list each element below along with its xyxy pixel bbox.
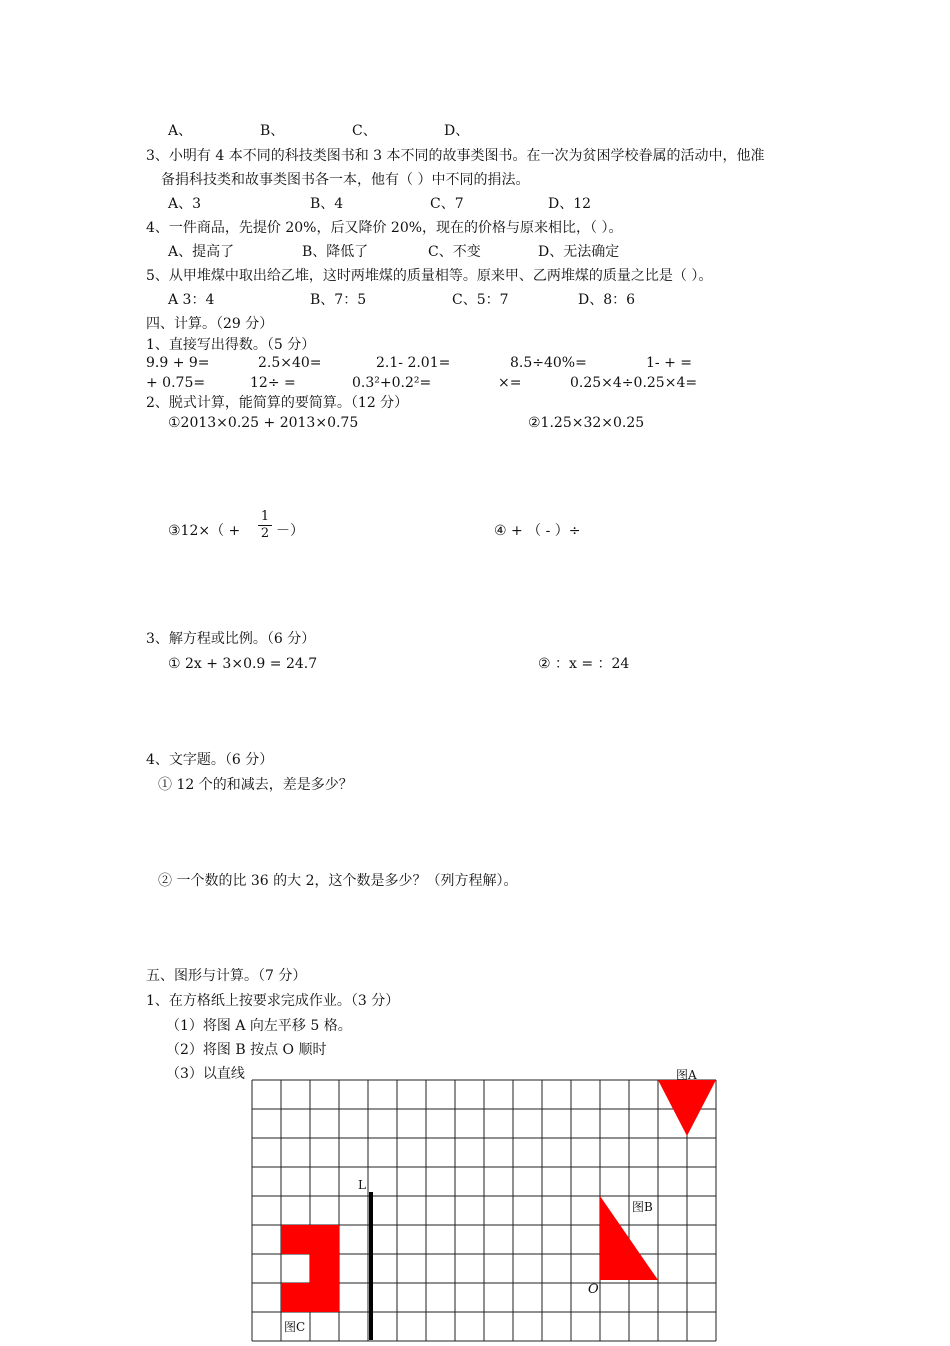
shape-c-cell: [310, 1254, 339, 1283]
q3-option-b: B、4: [310, 196, 344, 212]
mental-calc-1: 9.9 + 9=: [146, 355, 210, 371]
section4-sub1: 1、直接写出得数。（5 分）: [146, 337, 316, 353]
q4-option-c: C、不变: [428, 244, 481, 260]
fraction-numerator: 1: [260, 509, 270, 524]
mental-calc-6: + 0.75=: [146, 375, 206, 391]
q4-option-d: D、无法确定: [538, 244, 620, 260]
calc-problem-3-suffix: －）: [276, 523, 304, 539]
mental-calc-7: 12÷ =: [250, 375, 296, 391]
word-problem-1: ① 12 个的和减去，差是多少？: [158, 777, 353, 793]
q2-option-b: B、: [260, 123, 285, 139]
calc-problem-2: ②1.25×32×0.25: [528, 415, 645, 431]
calc-problem-4: ④ + （ - ）÷: [494, 523, 581, 539]
label-c: 图C: [284, 1320, 306, 1334]
q5-option-b: B、7：5: [310, 292, 367, 308]
label-l: L: [358, 1178, 366, 1192]
calc-problem-1: ①2013×0.25 + 2013×0.75: [168, 415, 359, 431]
q5-option-d: D、8：6: [578, 292, 636, 308]
section5-title: 五、图形与计算。（7 分）: [146, 968, 307, 984]
shape-c-cell: [310, 1225, 339, 1254]
q4-option-b: B、降低了: [302, 244, 369, 260]
shape-c-cell: [281, 1283, 310, 1312]
q5-line1: 5、从甲堆煤中取出给乙堆，这时两堆煤的质量相等。原来甲、乙两堆煤的质量之比是（ ）。: [146, 268, 713, 284]
mental-calc-8: 0.3²+0.2²=: [352, 375, 432, 391]
mental-calc-9: ×=: [498, 375, 522, 391]
section4-title: 四、计算。（29 分）: [146, 316, 274, 332]
q3-option-c: C、7: [430, 196, 464, 212]
q2-option-d: D、: [444, 123, 470, 139]
q2-option-a: A、: [168, 123, 193, 139]
shape-c-cell: [310, 1283, 339, 1312]
calc-problem-3-prefix: ③12×（ +: [168, 523, 241, 539]
fraction-denominator: 2: [260, 526, 270, 541]
equation-2: ② ：x = ：24: [538, 656, 630, 672]
q4-line1: 4、一件商品，先提价 20%，后又降价 20%，现在的价格与原来相比，（ ）。: [146, 220, 623, 236]
q5-option-c: C、5：7: [452, 292, 509, 308]
section5-step2: （2）将图 B 按点 O 顺时: [166, 1042, 327, 1058]
shape-c-cell: [281, 1225, 310, 1254]
mental-calc-10: 0.25×4÷0.25×4=: [570, 375, 698, 391]
section4-sub3: 3、解方程或比例。（6 分）: [146, 631, 316, 647]
q3-line1: 3、小明有 4 本不同的科技类图书和 3 本不同的故事类图书。在一次为贫困学校眷属的活动中，他准: [146, 148, 765, 164]
label-a: 图A: [676, 1068, 697, 1082]
section5-step3: （3）以直线: [166, 1066, 245, 1082]
word-problem-2: ② 一个数的比 36 的大 2，这个数是多少？（列方程解）。: [158, 873, 518, 889]
q5-option-a: A 3：4: [168, 292, 215, 308]
section5-step1: （1）将图 A 向左平移 5 格。: [166, 1018, 352, 1034]
q3-line2: 备捐科技类和故事类图书各一本，他有（ ）中不同的捐法。: [161, 172, 530, 188]
mental-calc-2: 2.5×40=: [258, 355, 322, 371]
section4-sub2: 2、脱式计算，能简算的要简算。（12 分）: [146, 395, 409, 411]
section5-sub1: 1、在方格纸上按要求完成作业。（3 分）: [146, 993, 400, 1009]
equation-1: ① 2x + 3×0.9 = 24.7: [168, 656, 318, 672]
shape-c: [281, 1225, 339, 1312]
q2-option-c: C、: [352, 123, 377, 139]
label-b: 图B: [632, 1200, 653, 1214]
q3-option-d: D、12: [548, 196, 592, 212]
mental-calc-5: 1- + =: [646, 355, 692, 371]
q4-option-a: A、提高了: [168, 244, 235, 260]
label-o: O: [588, 1282, 599, 1297]
mental-calc-4: 8.5÷40%=: [510, 355, 587, 371]
mental-calc-3: 2.1- 2.01=: [376, 355, 451, 371]
q3-option-a: A、3: [168, 196, 202, 212]
section4-sub4: 4、文字题。（6 分）: [146, 752, 274, 768]
shape-a: [658, 1080, 716, 1136]
